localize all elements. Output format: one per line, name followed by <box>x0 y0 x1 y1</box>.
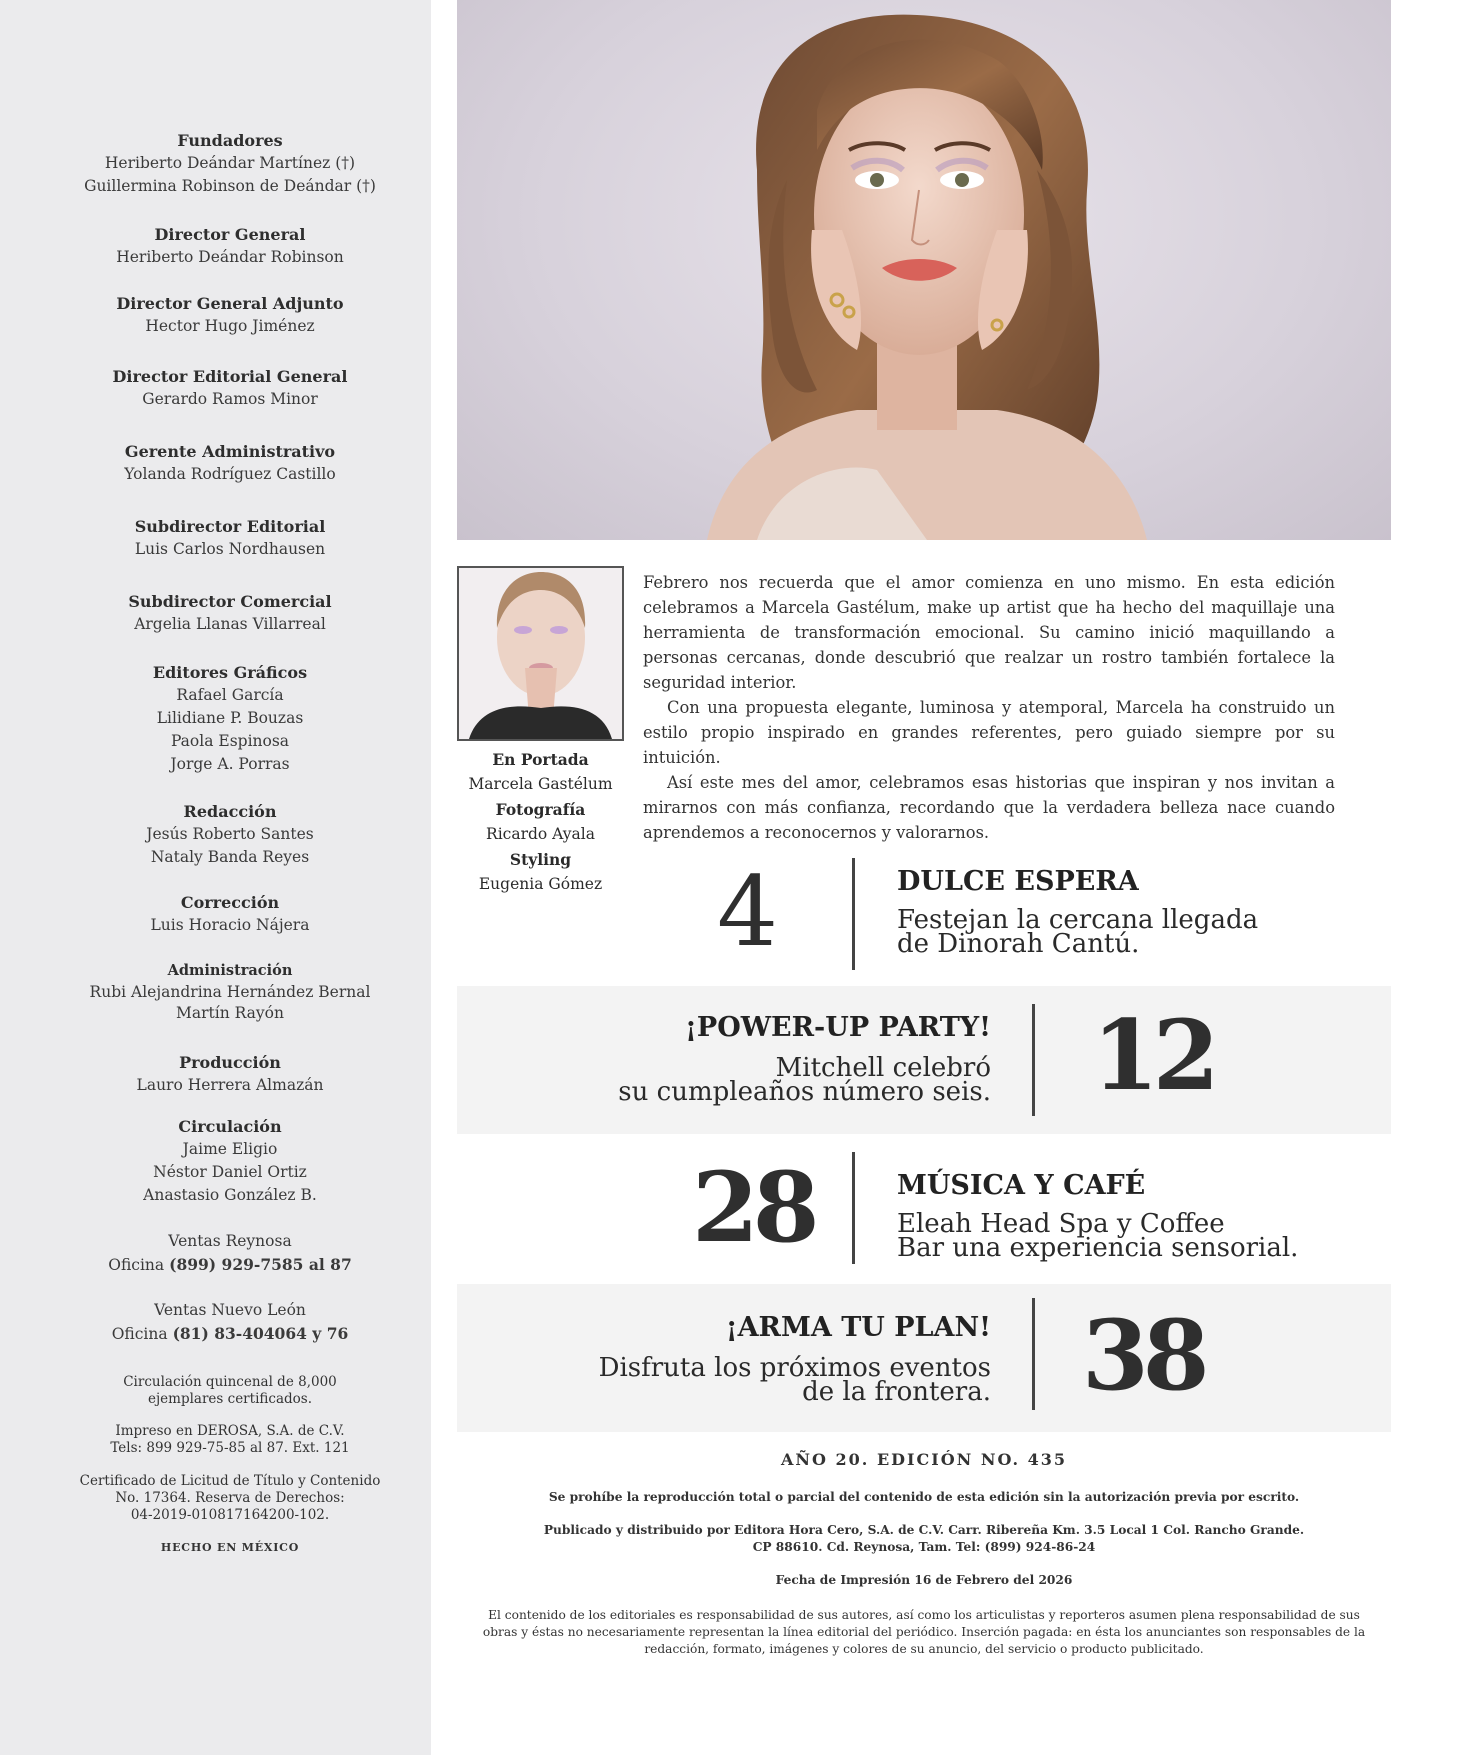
contents-item[interactable] <box>457 1140 1391 1280</box>
contents-subtitle: Disfruta los próximos eventos <box>598 1353 991 1383</box>
section-title: Fundadores <box>177 131 283 150</box>
cover-thumbnail <box>457 566 624 741</box>
staff-name: Néstor Daniel Ortiz <box>153 1163 307 1181</box>
contents-item[interactable] <box>457 1284 1391 1432</box>
made-in-mexico: HECHO EN MÉXICO <box>160 1541 300 1554</box>
divider <box>852 1152 855 1264</box>
contents-title: DULCE ESPERA <box>897 866 1139 897</box>
divider <box>852 858 855 970</box>
fotografia-label: Fotografía <box>495 800 586 819</box>
portrait-illustration <box>457 0 1391 540</box>
fotografia-name: Ricardo Ayala <box>486 825 595 843</box>
contents-subtitle: de la frontera. <box>802 1377 991 1407</box>
section-title: Editores Gráficos <box>152 663 308 682</box>
editorial-paragraph: Así este mes del amor, celebramos esas historias que inspiran y nos invitan a mirarnos con más confianza, recordando que la verdadera belleza nace cuando aprendemos a reconocernos y valorarnos. <box>643 773 1335 842</box>
styling-name: Eugenia Gómez <box>478 875 603 893</box>
print-date: Fecha de Impresión 16 de Febrero del 2026 <box>775 1573 1073 1587</box>
masthead-section <box>0 801 460 869</box>
section-title: Director Editorial General <box>112 367 348 386</box>
section-title: Director General <box>154 225 306 244</box>
styling-label: Styling <box>509 850 572 869</box>
contents-title: ¡ARMA TU PLAN! <box>725 1312 991 1343</box>
publisher-line: CP 88610. Cd. Reynosa, Tam. Tel: (899) 924-86-24 <box>752 1540 1096 1554</box>
staff-name: Lilidiane P. Bouzas <box>156 709 304 727</box>
section-title: Administración <box>167 962 293 979</box>
publisher-line: Publicado y distribuido por Editora Hora Cero, S.A. de C.V. Carr. Ribereña Km. 3.5 Local 1 Col. Rancho Grande. <box>543 1523 1305 1537</box>
masthead-section <box>0 366 460 411</box>
circulation-note: Circulación quincenal de 8,000 ejemplares certificados. <box>123 1374 337 1407</box>
masthead-section <box>0 516 460 561</box>
divider <box>1032 1004 1035 1116</box>
divider <box>1032 1298 1035 1410</box>
en-portada-name: Marcela Gastélum <box>468 775 613 793</box>
masthead-section <box>0 1052 460 1097</box>
sales-block <box>0 1299 460 1346</box>
page-number: 12 <box>1092 999 1214 1112</box>
staff-name: Argelia Llanas Villarreal <box>134 615 326 633</box>
staff-name: Luis Horacio Nájera <box>150 916 310 934</box>
section-title: Circulación <box>178 1117 282 1136</box>
editorial-text <box>643 570 1335 845</box>
cover-photo <box>457 0 1391 540</box>
staff-name: Anastasio González B. <box>143 1186 317 1204</box>
certificate-note: Certificado de Licitud de Título y Contenido No. 17364. Reserva de Derechos: 04-2019-010817164200-102. <box>79 1473 381 1523</box>
masthead-section <box>0 662 460 776</box>
masthead-column <box>0 0 431 1755</box>
staff-name: Heriberto Deándar Martínez (†) <box>104 154 356 172</box>
section-title: Producción <box>179 1053 281 1072</box>
thumbnail-illustration <box>459 568 622 739</box>
contents-subtitle: Mitchell celebró <box>775 1053 991 1083</box>
disclaimer-line: obras y éstas no necesariamente representan la línea editorial del periódico. Inserción pagada: en ésta los anunciantes son responsables de la <box>482 1625 1366 1639</box>
staff-name: Nataly Banda Reyes <box>150 848 310 866</box>
contents-subtitle: Eleah Head Spa y Coffee <box>897 1209 1225 1239</box>
contents-subtitle: Festejan la cercana llegada <box>897 905 1259 935</box>
contents-subtitle: su cumpleaños número seis. <box>618 1077 991 1107</box>
masthead-section <box>0 293 460 338</box>
sales-phone: (899) 929-7585 al 87 <box>169 1255 352 1274</box>
sales-prefix: Oficina <box>108 1256 165 1274</box>
staff-name: Rafael García <box>176 686 284 704</box>
page-number: 38 <box>1082 1299 1204 1412</box>
masthead-section <box>0 1116 460 1207</box>
section-title: Corrección <box>180 893 280 912</box>
staff-name: Jesús Roberto Santes <box>146 825 314 843</box>
contents-title: MÚSICA Y CAFÉ <box>897 1170 1146 1201</box>
staff-name: Yolanda Rodríguez Castillo <box>124 465 336 483</box>
staff-name: Gerardo Ramos Minor <box>142 390 318 408</box>
masthead-section <box>0 591 460 636</box>
staff-name: Rubi Alejandrina Hernández Bernal <box>89 983 371 1001</box>
staff-name: Luis Carlos Nordhausen <box>134 540 326 558</box>
section-title: Subdirector Comercial <box>128 592 332 611</box>
staff-name: Guillermina Robinson de Deándar (†) <box>84 177 376 195</box>
en-portada-label: En Portada <box>492 750 589 769</box>
staff-name: Paola Espinosa <box>170 732 290 750</box>
staff-name: Lauro Herrera Almazán <box>136 1076 324 1094</box>
editorial-paragraph: Con una propuesta elegante, luminosa y atemporal, Marcela ha construido un estilo propio inspirado en grandes referentes, pero guiado siempre por su intuición. <box>643 698 1335 767</box>
sales-label: Ventas Reynosa <box>168 1232 292 1250</box>
contents-title: ¡POWER-UP PARTY! <box>685 1012 991 1043</box>
rights-notice: Se prohíbe la reproducción total o parcial del contenido de esta edición sin la autorización previa por escrito. <box>548 1490 1300 1504</box>
section-title: Gerente Administrativo <box>124 442 336 461</box>
staff-name: Heriberto Deándar Robinson <box>116 248 344 266</box>
editorial-paragraph: Febrero nos recuerda que el amor comienza en uno mismo. En esta edición celebramos a Marcela Gastélum, make up artist que ha hecho del maquillaje una herramienta de transformación emocional. Su camino inició maquillando a personas cercanas, donde descubrió que realzar un rostro también fortalece la seguridad interior. <box>643 573 1335 692</box>
edition-number: AÑO 20. EDICIÓN NO. 435 <box>780 1450 1068 1469</box>
sales-phone: (81) 83-404064 y 76 <box>172 1324 349 1343</box>
page-number: 4 <box>717 856 773 968</box>
contents-item[interactable] <box>457 850 1391 980</box>
section-title: Redacción <box>183 802 277 821</box>
staff-name: Martín Rayón <box>176 1004 284 1022</box>
contents-item[interactable] <box>457 986 1391 1134</box>
sales-block <box>0 1230 460 1277</box>
sales-prefix: Oficina <box>111 1325 168 1343</box>
masthead-section <box>0 441 460 486</box>
masthead-section <box>0 892 460 937</box>
masthead-section <box>0 224 460 269</box>
page-number: 28 <box>692 1151 814 1264</box>
masthead-section <box>0 960 460 1024</box>
disclaimer-line: El contenido de los editoriales es responsabilidad de sus autores, así como los articulistas y reporteros asumen plena responsabilidad de sus <box>488 1608 1360 1622</box>
contents-subtitle: de Dinorah Cantú. <box>897 929 1140 959</box>
staff-name: Jorge A. Porras <box>170 755 290 773</box>
contents-subtitle: Bar una experiencia sensorial. <box>897 1233 1299 1263</box>
section-title: Director General Adjunto <box>116 294 344 313</box>
section-title: Subdirector Editorial <box>134 517 326 536</box>
staff-name: Hector Hugo Jiménez <box>145 317 315 335</box>
disclaimer-line: redacción, formato, imágenes y colores de su anuncio, del servicio o producto publicitado. <box>644 1642 1204 1656</box>
staff-name: Jaime Eligio <box>182 1140 278 1158</box>
sales-label: Ventas Nuevo León <box>154 1301 306 1319</box>
masthead-section <box>0 130 460 198</box>
printer-note: Impreso en DEROSA, S.A. de C.V. Tels: 899 929-75-85 al 87. Ext. 121 <box>110 1423 350 1456</box>
legal-footer <box>457 1450 1391 1658</box>
